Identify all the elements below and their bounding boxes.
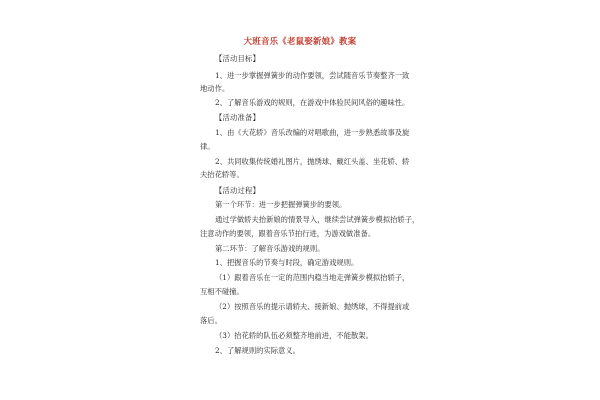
paragraph-line: 互相不碰撞。 <box>200 287 244 296</box>
paragraph-line: 1、进一步掌握弹簧步的动作要领，尝试随音乐节奏整齐一致 <box>215 71 410 80</box>
paragraph-line: 2、了解规则的实际意义。 <box>215 346 300 355</box>
section-heading-goals: 【活动目标】 <box>215 54 260 63</box>
paragraph-line: 通过学做轿夫抬新娘的情景导入，继续尝试弹簧步模拟抬轿子， <box>215 215 420 224</box>
document-title: 大班音乐《老鼠娶新娘》教案 <box>243 36 357 46</box>
paragraph-line: 2、了解音乐游戏的规则，在游戏中体验民间风俗的趣味性。 <box>215 98 410 107</box>
paragraph-line: 1、由《大花轿》音乐改编的对唱歌曲，进一步熟悉故事及旋 <box>215 128 410 137</box>
paragraph-line: （2）按照音乐的提示请轿夫、接新娘、抛绣球，不得提前或 <box>215 302 410 311</box>
section-heading-preparation: 【活动准备】 <box>215 113 260 122</box>
paragraph-line: 落后。 <box>200 316 222 325</box>
paragraph-line: 律。 <box>200 142 215 151</box>
paragraph-line: 1、把握音乐的节奏与时段，确定游戏规则。 <box>215 258 359 267</box>
paragraph-line: 第二环节：了解音乐游戏的规则。 <box>215 244 325 253</box>
paragraph-line: （1）跟着音乐在一定的范围内稳当地走弹簧步模拟抬轿子， <box>215 273 410 282</box>
paragraph-line: 夫抬花轿等。 <box>200 170 244 179</box>
section-heading-process: 【活动过程】 <box>215 186 260 195</box>
paragraph-line: 地动作。 <box>200 84 230 93</box>
paragraph-line: （3）抬花轿的队伍必须整齐地前进，不能散架。 <box>215 331 373 340</box>
paragraph-line: 2、共同收集传统婚礼图片，抛绣球、戴红头盖、坐花轿、轿 <box>215 157 410 166</box>
paragraph-line: 注意动作的要领，跟着音乐节拍行进，为游戏做准备。 <box>200 229 376 238</box>
paragraph-line: 第一个环节：进一步把握弹簧步的要领。 <box>215 200 347 209</box>
